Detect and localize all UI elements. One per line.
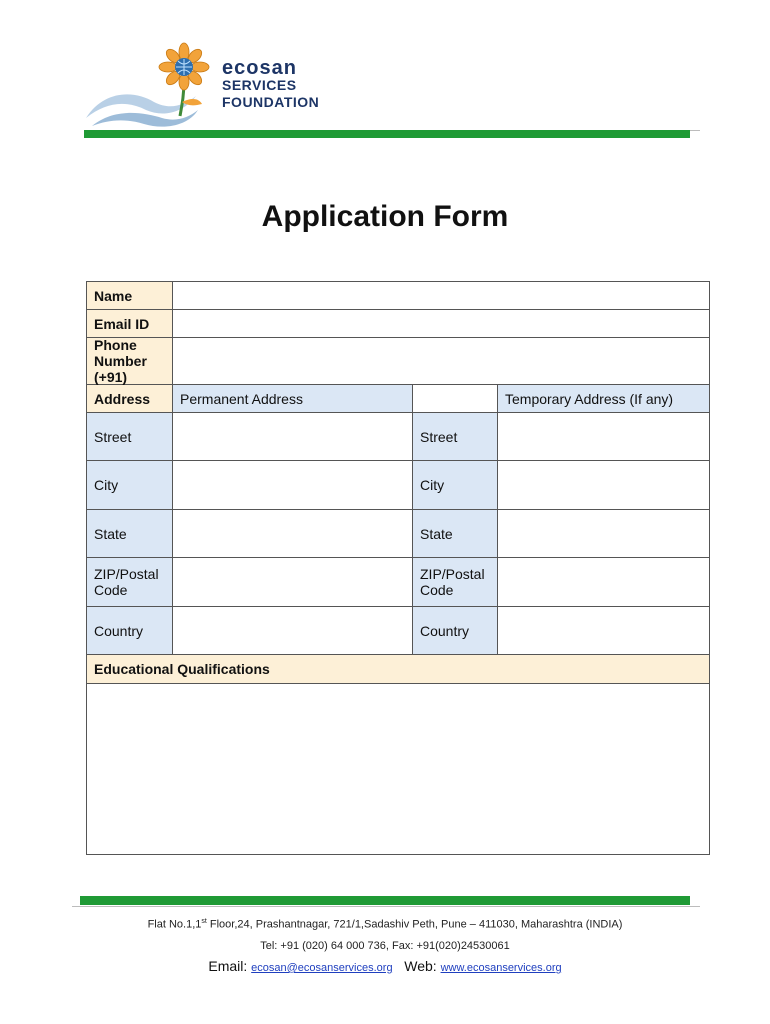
temporary-street-label: Street — [413, 413, 498, 461]
temporary-zip-label: ZIP/Postal Code — [413, 558, 498, 607]
address-spacer-cell — [413, 385, 498, 413]
temporary-street-field[interactable] — [498, 413, 709, 461]
permanent-street-label: Street — [87, 413, 173, 461]
temporary-zip-field[interactable] — [498, 558, 709, 607]
footer-address-sup: st — [201, 918, 207, 925]
permanent-street-field[interactable] — [173, 413, 413, 461]
ecosan-logo — [84, 40, 344, 128]
footer-tel-fax: Tel: +91 (020) 64 000 736, Fax: +91(020)24530061 — [260, 940, 510, 952]
permanent-city-field[interactable] — [173, 461, 413, 510]
application-form-table — [86, 281, 710, 855]
email-label: Email ID — [87, 310, 173, 338]
footer-web-link[interactable]: www.ecosanservices.org — [440, 962, 562, 974]
temporary-country-field[interactable] — [498, 607, 709, 655]
logo-line-ecosan: ecosan — [222, 57, 297, 79]
temporary-country-label: Country — [413, 607, 498, 655]
footer-address — [0, 918, 770, 931]
permanent-country-field[interactable] — [173, 607, 413, 655]
permanent-state-label: State — [87, 510, 173, 558]
footer-contact — [0, 958, 770, 974]
education-label: Educational Qualifications — [87, 655, 709, 684]
email-field[interactable] — [173, 310, 709, 338]
footer-divider-line — [72, 906, 700, 907]
name-field[interactable] — [173, 282, 709, 310]
address-label: Address — [87, 385, 173, 413]
logo-line-services: SERVICES — [222, 77, 297, 93]
logo-line-foundation: FOUNDATION — [222, 94, 320, 110]
phone-label: Phone Number (+91) — [87, 338, 173, 385]
temporary-city-label: City — [413, 461, 498, 510]
permanent-city-label: City — [87, 461, 173, 510]
phone-field[interactable] — [173, 338, 709, 385]
education-field[interactable] — [87, 684, 709, 854]
footer-address-rest: Floor,24, Prashantnagar, 721/1,Sadashiv Peth, Pune – 411030, Maharashtra (INDIA) — [206, 918, 623, 931]
footer-green-bar — [80, 896, 690, 905]
footer-web-label: Web: — [404, 958, 441, 974]
footer-email-label: Email: — [208, 958, 252, 974]
permanent-country-label: Country — [87, 607, 173, 655]
permanent-zip-field[interactable] — [173, 558, 413, 607]
temporary-address-header: Temporary Address (If any) — [498, 385, 709, 413]
flower-logo-icon — [84, 40, 224, 128]
permanent-address-header: Permanent Address — [173, 385, 413, 413]
temporary-city-field[interactable] — [498, 461, 709, 510]
temporary-state-field[interactable] — [498, 510, 709, 558]
header-green-bar — [84, 130, 690, 138]
footer-address-prefix: Flat No.1,1 — [147, 918, 202, 931]
temporary-state-label: State — [413, 510, 498, 558]
permanent-state-field[interactable] — [173, 510, 413, 558]
page-title: Application Form — [261, 200, 509, 233]
name-label: Name — [87, 282, 173, 310]
permanent-zip-label: ZIP/Postal Code — [87, 558, 173, 607]
footer-email-link[interactable]: ecosan@ecosanservices.org — [251, 962, 393, 974]
logo-wordmark — [222, 57, 320, 111]
